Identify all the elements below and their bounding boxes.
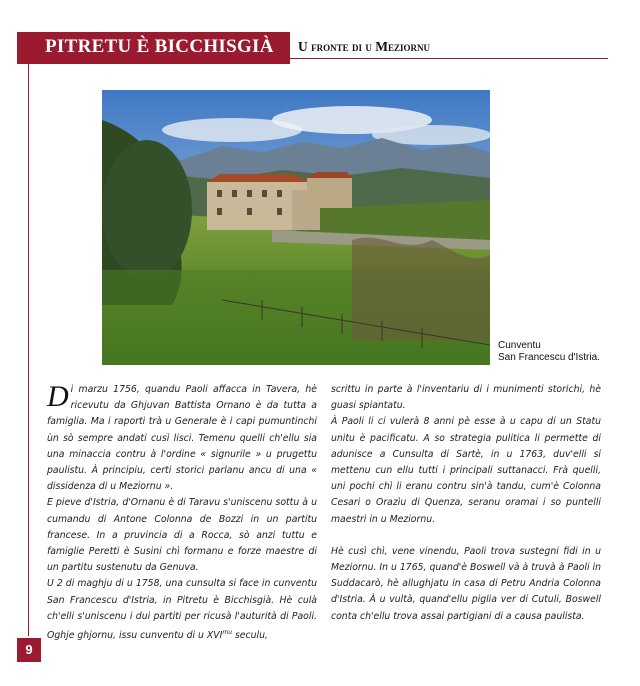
convent-photo-illustration xyxy=(102,90,490,365)
paragraph xyxy=(47,576,317,644)
header-rule xyxy=(290,58,608,59)
photo-caption xyxy=(498,340,600,364)
paragraph-text: U 2 di maghju di u 1758, una cunsulta si face in cunventu San Francescu d'Istria, in Pitretu è Bicchisgià. Hè culà ch'elli s'uniscenu i dui partiti per ricusà l'auturità di Paoli. Oghje ghjornu, issu cunventu di u XVI xyxy=(47,578,317,642)
paragraph: À Paoli li ci vulerà 8 anni pè esse à u capu di un Statu unitu è pacificatu. A so strategia pulitica li permette di adunisce a Cunsulta di Sartè, in u 1763, duv'elli si mettenu cun ellu tutti i principali suttanacci. Frà quelli, uni pochi chì li eranu contru sin'à tandu, cum'è Colonna Cesari o Orazìu di Quenza, seranu oramai i so puntelli maestri in u Meziornu. xyxy=(331,416,601,525)
paragraph: E pieve d'Istria, d'Ornanu è di Taravu s'uniscenu sottu à u cumandu di Antone Colonna de Bozzi in un partitu francese. In a pruvincia di a Rocca, sò anzi tuttu e famiglie Peretti è Susini chì formanu e forze maestre di un partitu sustenutu da Genuva. xyxy=(47,497,317,574)
paragraph: Hè cusì chì, vene vinendu, Paoli trova sustegni fidi in u Meziornu. In u 1765, quand'è Boswell và à truvà à Paoli in Suddacarò, hè allughjatu in casa di Petru Andria Colonna d'Istria. À u vultà, quand'ellu piglia ver di Cutuli, Boswell conta ch'ellu trova assai partigiani di a causa paulista. xyxy=(331,545,601,622)
caption-line-1: Cunventu xyxy=(498,340,541,351)
convent-photo xyxy=(102,90,490,365)
dropcap: D xyxy=(47,380,69,413)
section-subtitle: U fronte di u Meziornu xyxy=(298,39,431,54)
left-margin-rule xyxy=(28,64,29,636)
caption-line-2: San Francescu d'Istria. xyxy=(498,352,600,363)
paragraph-text: seculu, xyxy=(232,630,268,642)
article-column-right xyxy=(331,382,601,625)
article-column-left xyxy=(47,382,317,644)
page-number: 9 xyxy=(17,638,41,662)
superscript: mu xyxy=(222,629,232,637)
paragraph: scrittu in parte à l'inventariu di i munimenti storichi, hè guasi spiantatu. xyxy=(331,384,601,412)
paragraph-text: i marzu 1756, quandu Paoli affacca in Tavera, hè ricevutu da Ghjuvan Battista Ornano è da tutta a famiglia. Ma i raporti trà u Generale è i capi pumuntinchi ùn sò sempre andati cusì lisci. Temenu quelli ch'ellu sia una minaccia contru à l'ordine « signurile » u prugettu paulistu. À principiu, certi storici parlanu ancu di una « dissidenza di u Meziornu ». xyxy=(47,384,317,493)
paragraph xyxy=(47,382,317,495)
page-title: PITRETU È BICCHISGIÀ xyxy=(45,36,274,57)
